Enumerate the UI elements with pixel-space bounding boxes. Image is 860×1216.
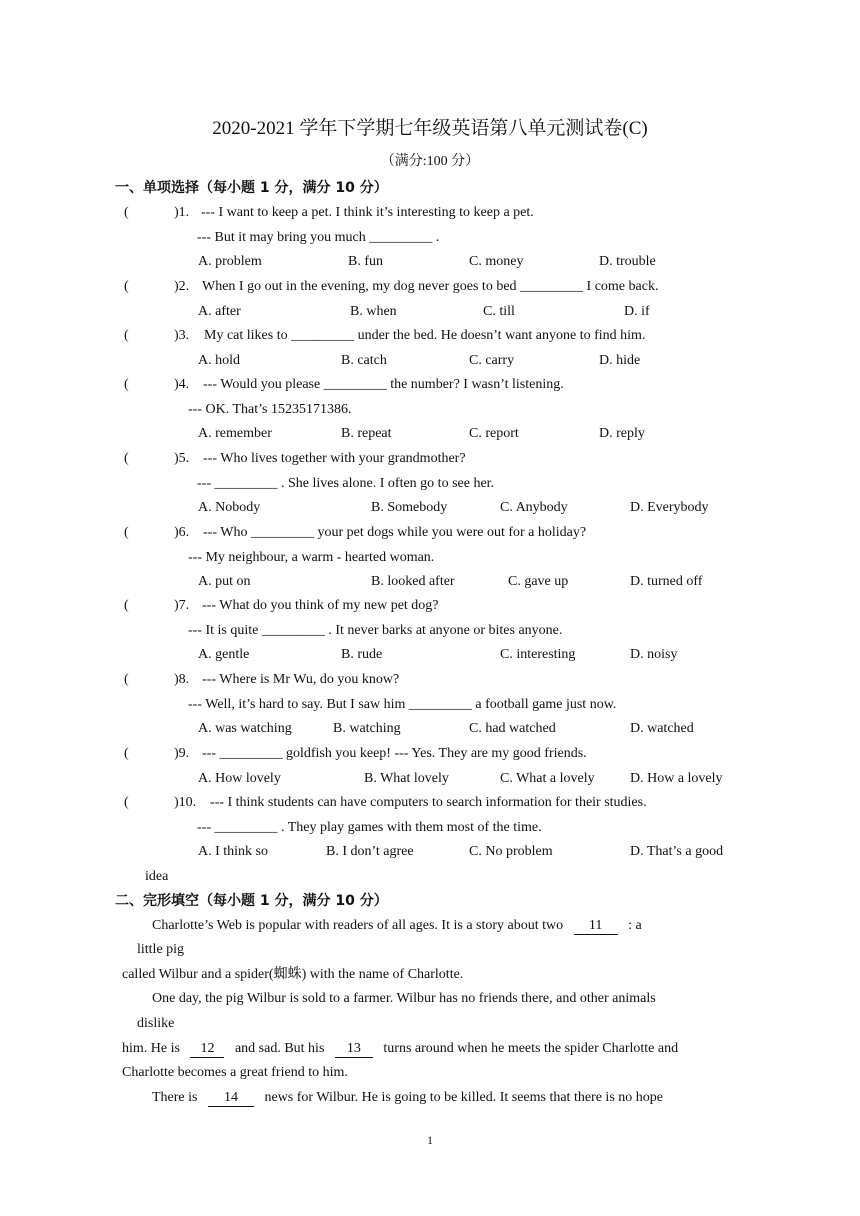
answer-paren-left: ( xyxy=(124,279,129,294)
question-stem: --- I think students can have computers to search information for their studies. xyxy=(210,795,647,810)
cloze-text: Charlotte becomes a great friend to him. xyxy=(122,1065,348,1080)
page-title: 2020-2021 学年下学期七年级英语第八单元测试卷(C) xyxy=(212,118,648,139)
section-heading-1: 一、单项选择（每小题 1 分，满分 10 分） xyxy=(115,180,388,196)
option-d: D. How a lovely xyxy=(630,770,723,786)
answer-paren-left: ( xyxy=(124,377,129,392)
option-a: A. I think so xyxy=(198,844,268,860)
question-stem: My cat likes to _________ under the bed. He doesn’t want anyone to find him. xyxy=(204,328,646,343)
blank-14: 14 xyxy=(208,1090,254,1107)
question-dialogue: --- It is quite _________ . It never barks at anyone or bites anyone. xyxy=(188,622,563,638)
option-d: D. if xyxy=(624,303,650,319)
question-stem: When I go out in the evening, my dog never goes to bed _________ I come back. xyxy=(202,279,659,294)
question-dialogue: --- _________ . She lives alone. I often go to see her. xyxy=(197,475,495,491)
option-wrap: idea xyxy=(145,868,169,884)
question-stem: --- _________ goldfish you keep! --- Yes. They are my good friends. xyxy=(202,746,587,761)
option-a: A. Nobody xyxy=(198,500,261,516)
cloze-text: little pig xyxy=(137,942,185,957)
question-dialogue: --- OK. That’s 15235171386. xyxy=(188,401,352,417)
option-b: B. I don’t agree xyxy=(326,844,414,860)
option-a: A. hold xyxy=(198,352,240,368)
section-heading-2: 二、完形填空（每小题 1 分，满分 10 分） xyxy=(115,893,388,909)
question-number: )7. xyxy=(174,598,190,613)
option-d: D. turned off xyxy=(630,574,703,590)
cloze-text: There is 14 news for Wilbur. He is going to be killed. It seems that there is no hope xyxy=(152,1090,663,1105)
question-dialogue: --- _________ . They play games with them most of the time. xyxy=(197,819,542,835)
option-b: B. watching xyxy=(333,721,401,737)
option-d: D. That’s a good xyxy=(630,844,724,860)
question-number: )8. xyxy=(174,672,190,687)
option-a: A. problem xyxy=(198,254,262,270)
question-stem: --- Who _________ your pet dogs while you were out for a holiday? xyxy=(203,525,587,540)
option-c: C. carry xyxy=(469,352,515,368)
option-b: B. rude xyxy=(341,647,383,663)
question-stem: --- Would you please _________ the number? I wasn’t listening. xyxy=(203,377,564,392)
question-stem: --- What do you think of my new pet dog? xyxy=(202,598,439,613)
question-number: )10. xyxy=(174,795,197,810)
cloze-text: him. He is 12 and sad. But his 13 turns around when he meets the spider Charlotte and xyxy=(122,1041,679,1056)
option-a: A. gentle xyxy=(198,647,250,663)
option-b: B. Somebody xyxy=(371,500,448,516)
question-stem: --- I want to keep a pet. I think it’s interesting to keep a pet. xyxy=(201,205,534,220)
answer-paren-left: ( xyxy=(124,205,129,220)
option-a: A. remember xyxy=(198,426,272,442)
question-number: )3. xyxy=(174,328,190,343)
option-c: C. What a lovely xyxy=(500,770,595,786)
question-dialogue: --- My neighbour, a warm - hearted woman. xyxy=(188,549,435,565)
option-d: D. watched xyxy=(630,721,694,737)
option-c: C. till xyxy=(483,303,515,319)
question-number: )9. xyxy=(174,746,190,761)
blank-12: 12 xyxy=(190,1041,224,1058)
question-number: )2. xyxy=(174,279,190,294)
option-d: D. trouble xyxy=(599,254,656,270)
blank-13: 13 xyxy=(335,1041,373,1058)
option-a: A. put on xyxy=(198,574,251,590)
option-b: B. fun xyxy=(348,254,383,270)
question-number: )4. xyxy=(174,377,190,392)
option-c: C. interesting xyxy=(500,647,576,663)
score-note: （满分:100 分） xyxy=(380,154,480,169)
answer-paren-left: ( xyxy=(124,598,129,613)
question-dialogue: --- Well, it’s hard to say. But I saw him _________ a football game just now. xyxy=(188,696,617,712)
option-d: D. noisy xyxy=(630,647,678,663)
option-c: C. report xyxy=(469,426,519,442)
answer-paren-left: ( xyxy=(124,672,129,687)
page-number: 1 xyxy=(427,1133,433,1147)
answer-paren-left: ( xyxy=(124,795,129,810)
option-c: C. No problem xyxy=(469,844,553,860)
option-c: C. money xyxy=(469,254,524,270)
blank-11: 11 xyxy=(574,918,618,935)
option-b: B. repeat xyxy=(341,426,392,442)
answer-paren-left: ( xyxy=(124,525,129,540)
option-a: A. was watching xyxy=(198,721,292,737)
cloze-text: dislike xyxy=(137,1016,175,1031)
question-stem: --- Who lives together with your grandmother? xyxy=(203,451,466,466)
option-c: C. had watched xyxy=(469,721,556,737)
option-d: D. reply xyxy=(599,426,645,442)
answer-paren-left: ( xyxy=(124,451,129,466)
answer-paren-left: ( xyxy=(124,328,129,343)
option-b: B. catch xyxy=(341,352,387,368)
option-b: B. looked after xyxy=(371,574,455,590)
option-c: C. Anybody xyxy=(500,500,568,516)
question-stem: --- Where is Mr Wu, do you know? xyxy=(202,672,400,687)
option-d: D. hide xyxy=(599,352,641,368)
cloze-text: One day, the pig Wilbur is sold to a farmer. Wilbur has no friends there, and other animals xyxy=(152,991,656,1006)
cloze-text: called Wilbur and a spider(蜘蛛) with the name of Charlotte. xyxy=(122,967,464,982)
option-b: B. when xyxy=(350,303,397,319)
question-number: )5. xyxy=(174,451,190,466)
question-number: )1. xyxy=(174,205,190,220)
option-c: C. gave up xyxy=(508,574,569,590)
question-dialogue: --- But it may bring you much _________ . xyxy=(197,229,440,245)
option-a: A. How lovely xyxy=(198,770,281,786)
answer-paren-left: ( xyxy=(124,746,129,761)
question-number: )6. xyxy=(174,525,190,540)
option-d: D. Everybody xyxy=(630,500,709,516)
option-b: B. What lovely xyxy=(364,770,449,786)
cloze-text: Charlotte’s Web is popular with readers of all ages. It is a story about two 11 : a xyxy=(152,918,642,933)
option-a: A. after xyxy=(198,303,241,319)
